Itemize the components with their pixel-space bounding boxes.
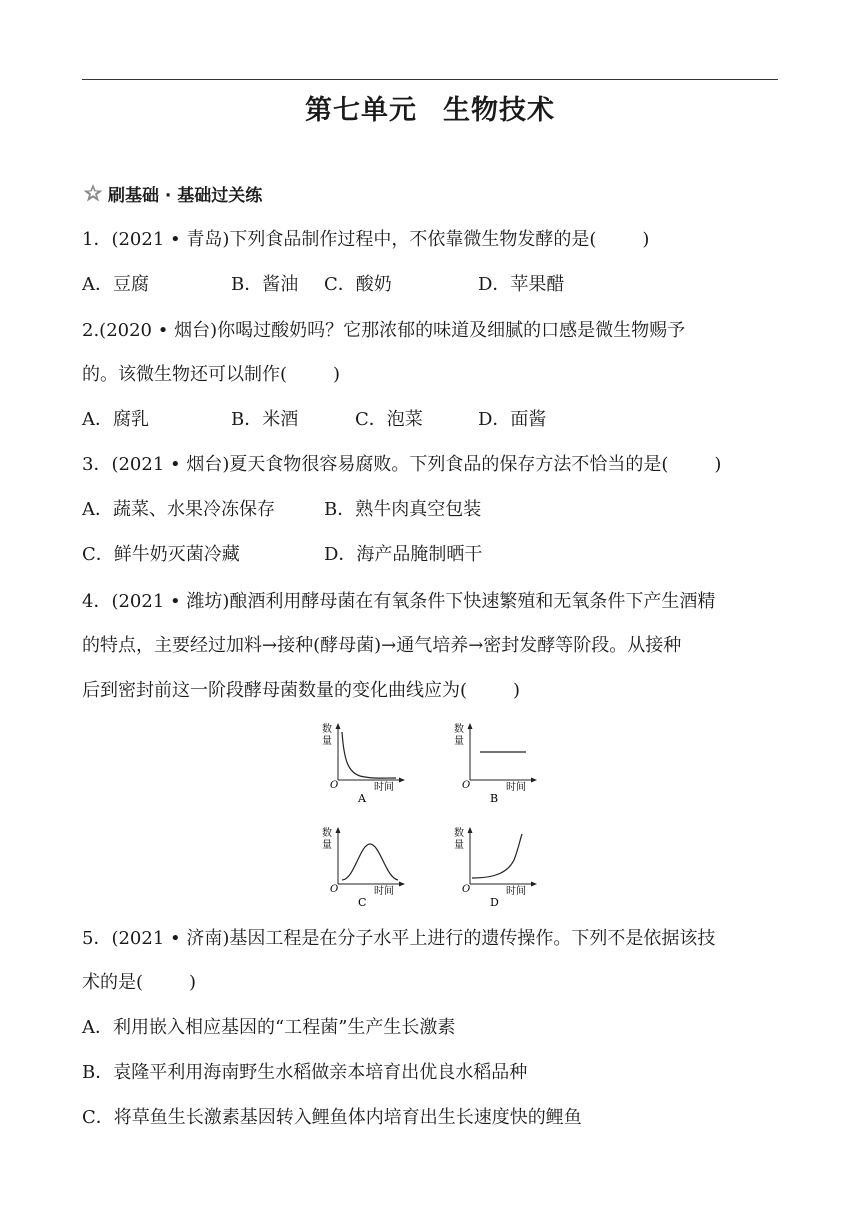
q4-stem-line3: 后到密封前这一阶段酵母菌数量的变化曲线应为( ) — [82, 680, 521, 701]
curve-d — [472, 834, 522, 878]
svg-text:O: O — [462, 780, 471, 791]
q3-option-d[interactable]: D．海产品腌制晒干 — [324, 544, 483, 565]
q3-option-c[interactable]: C．鲜牛奶灭菌冷藏 — [82, 544, 240, 565]
svg-text:数: 数 — [454, 828, 464, 839]
q2-stem-line1: 2.(2020 • 烟台)你喝过酸奶吗？它那浓郁的味道及细腻的口感是微生物赐予 — [82, 320, 686, 341]
graph-b[interactable] — [450, 718, 550, 808]
section-label: 刷基础 · 基础过关练 — [108, 185, 263, 206]
q3-option-a[interactable]: A．蔬菜、水果冷冻保存 — [82, 499, 275, 520]
svg-text:时间: 时间 — [506, 886, 526, 897]
svg-text:数: 数 — [454, 724, 464, 735]
q4-stem-line1: 4．(2021 • 潍坊)酿酒利用酵母菌在有氧条件下快速繁殖和无氧条件下产生酒精 — [82, 591, 716, 612]
svg-text:B: B — [490, 792, 499, 805]
graph-d[interactable] — [450, 822, 550, 912]
q1-option-c[interactable]: C．酸奶 — [324, 274, 392, 295]
section-header — [82, 182, 262, 204]
q3-stem: 3．(2021 • 烟台)夏天食物很容易腐败。下列食品的保存方法不恰当的是( ) — [82, 454, 722, 475]
svg-text:时间: 时间 — [506, 782, 526, 793]
svg-text:时间: 时间 — [374, 782, 394, 793]
svg-text:量: 量 — [454, 736, 464, 747]
q2-option-d[interactable]: D．面酱 — [478, 409, 547, 430]
page-title — [0, 88, 860, 127]
svg-text:A: A — [358, 792, 366, 805]
q5-stem-line2: 术的是( ) — [82, 972, 197, 993]
title-part1: 第七单元 — [305, 95, 417, 126]
svg-text:C: C — [358, 896, 367, 909]
svg-text:D: D — [490, 896, 499, 909]
q5-option-a[interactable]: A．利用嵌入相应基因的“工程菌”生产生长激素 — [82, 1017, 456, 1038]
q1-option-a[interactable]: A．豆腐 — [82, 274, 149, 295]
q3-option-b[interactable]: B．熟牛肉真空包装 — [324, 499, 482, 520]
curve-c — [342, 844, 398, 880]
svg-text:数: 数 — [322, 828, 332, 839]
svg-text:量: 量 — [322, 840, 332, 851]
graph-a[interactable] — [318, 718, 418, 808]
svg-text:O: O — [462, 884, 471, 895]
q4-stem-line2: 的特点，主要经过加料→接种(酵母菌)→通气培养→密封发酵等阶段。从接种 — [82, 635, 682, 656]
svg-text:数: 数 — [322, 724, 332, 735]
q2-option-a[interactable]: A．腐乳 — [82, 409, 149, 430]
svg-text:O: O — [330, 780, 339, 791]
q2-option-b[interactable]: B．米酒 — [231, 409, 299, 430]
top-rule — [82, 79, 778, 80]
svg-text:量: 量 — [322, 736, 332, 747]
q5-option-b[interactable]: B．袁隆平利用海南野生水稻做亲本培育出优良水稻品种 — [82, 1062, 528, 1083]
q5-option-c[interactable]: C．将草鱼生长激素基因转入鲤鱼体内培育出生长速度快的鲤鱼 — [82, 1107, 582, 1128]
q2-option-c[interactable]: C．泡菜 — [355, 409, 423, 430]
q2-stem-line2: 的。该微生物还可以制作( ) — [82, 364, 341, 385]
svg-text:O: O — [330, 884, 339, 895]
svg-text:时间: 时间 — [374, 886, 394, 897]
q1-option-d[interactable]: D．苹果醋 — [478, 274, 565, 295]
graph-c[interactable] — [318, 822, 418, 912]
title-part2: 生物技术 — [443, 95, 555, 126]
q1-option-b[interactable]: B．酱油 — [231, 274, 299, 295]
q1-stem: 1．(2021 • 青岛)下列食品制作过程中，不依靠微生物发酵的是( ) — [82, 229, 650, 250]
q5-stem-line1: 5．(2021 • 济南)基因工程是在分子水平上进行的遗传操作。下列不是依据该技 — [82, 928, 716, 949]
star-icon — [82, 183, 104, 203]
curve-a — [342, 732, 396, 778]
svg-text:量: 量 — [454, 840, 464, 851]
